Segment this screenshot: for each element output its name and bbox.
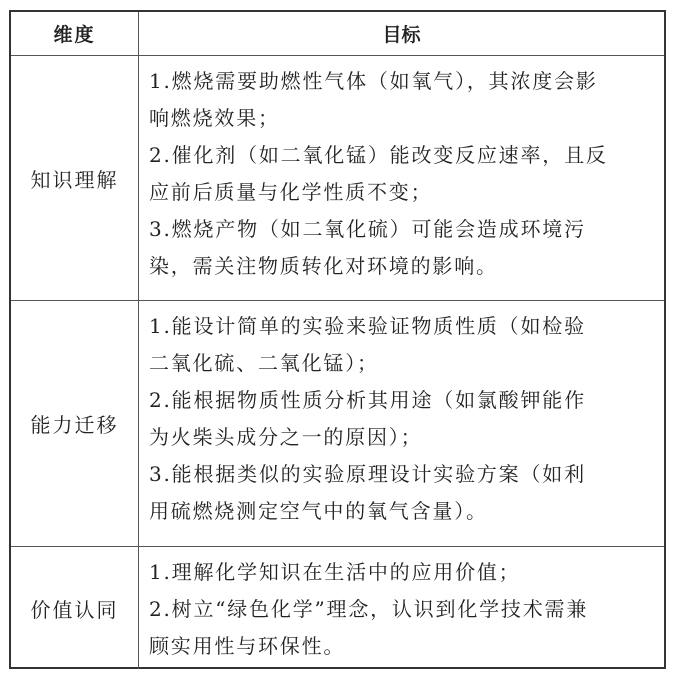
goal-line: 3.能根据类似的实验原理设计实验方案（如利 <box>149 462 586 486</box>
header-goal: 目标 <box>382 24 421 46</box>
goals-table <box>9 10 666 669</box>
goal-line: 2.树立“绿色化学”理念，认识到化学技术需兼 <box>149 597 589 621</box>
goal-line: 顾实用性与环保性。 <box>149 634 346 658</box>
dimension-cell: 知识理解 <box>11 56 139 300</box>
goal-line: 2.能根据物质性质分析其用途（如氯酸钾能作 <box>149 388 586 412</box>
goal-line: 3.燃烧产物（如二氧化硫）可能会造成环境污 <box>149 217 586 241</box>
header-dimension: 维度 <box>11 12 139 55</box>
goal-line: 二氧化硫、二氧化锰）； <box>149 351 379 375</box>
goal-line: 1.理解化学知识在生活中的应用价值； <box>149 560 521 584</box>
dimension-cell: 价值认同 <box>11 547 139 669</box>
table-row <box>11 301 664 547</box>
goal-line: 用硫燃烧测定空气中的氧气含量）。 <box>149 499 488 523</box>
goal-cell <box>139 301 664 546</box>
goal-line: 应前后质量与化学性质不变； <box>149 180 433 204</box>
goal-cell <box>139 547 664 669</box>
goal-line: 1.燃烧需要助燃性气体（如氧气），其浓度会影 <box>149 69 598 93</box>
table-header-row <box>11 12 664 56</box>
goal-line: 为火柴头成分之一的原因）； <box>149 425 423 449</box>
goal-line: 染，需关注物质转化对环境的影响。 <box>149 254 498 278</box>
goal-line: 1.能设计简单的实验来验证物质性质（如检验 <box>149 314 586 338</box>
goal-line: 响燃烧效果； <box>149 106 280 130</box>
goal-line: 2.催化剂（如二氧化锰）能改变反应速率，且反 <box>149 143 608 167</box>
goal-cell <box>139 56 664 300</box>
table-row <box>11 56 664 301</box>
table-row <box>11 547 664 669</box>
dimension-cell: 能力迁移 <box>11 301 139 546</box>
